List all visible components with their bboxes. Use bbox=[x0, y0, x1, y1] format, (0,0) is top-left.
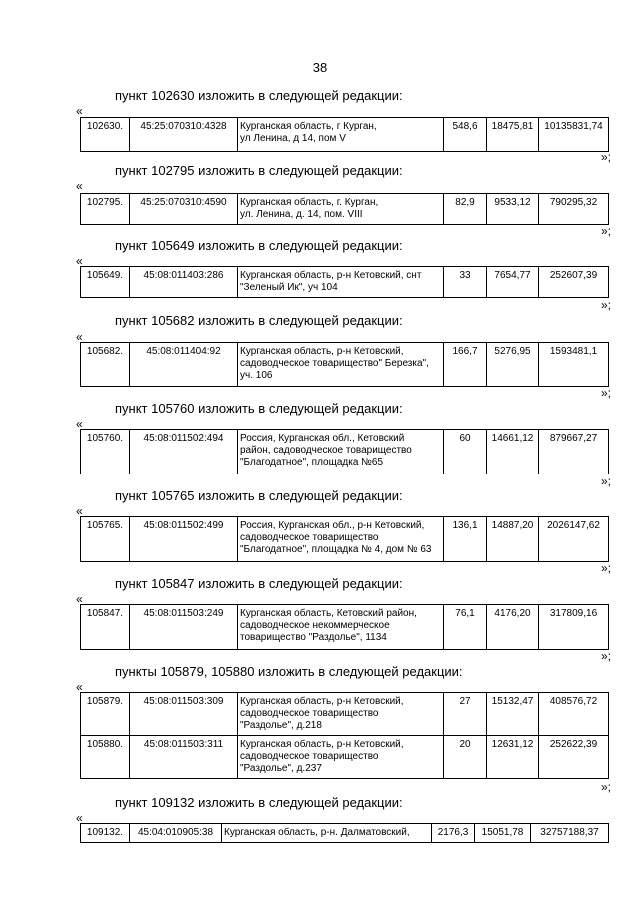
address-cell bbox=[238, 343, 444, 387]
cadastral-number: 45:25:070310:4590 bbox=[130, 194, 238, 225]
cadastral-number: 45:08:011502:494 bbox=[130, 430, 238, 474]
address-cell bbox=[222, 824, 432, 843]
address-line: ул Ленина, д 14, пом V bbox=[240, 133, 346, 144]
address-cell bbox=[238, 736, 444, 779]
address-line: Курганская область, р-н Кетовский, bbox=[240, 346, 404, 357]
address-cell bbox=[238, 267, 444, 298]
address-line: Курганская область, р-н Кетовский, bbox=[240, 739, 404, 750]
address-line: товарищество "Раздолье", 1134 bbox=[240, 632, 387, 643]
rate-cell: 14887,20 bbox=[487, 517, 539, 562]
value-cell: 317809,16 bbox=[539, 605, 609, 650]
item-number: 105760. bbox=[81, 430, 130, 474]
item-number: 105879. bbox=[81, 693, 130, 736]
close-quote: »; bbox=[600, 649, 611, 663]
address-cell bbox=[238, 194, 444, 225]
value-cell: 252607,39 bbox=[539, 267, 609, 298]
address-cell bbox=[238, 605, 444, 650]
item-number: 102795. bbox=[81, 194, 130, 225]
amendment-heading: пункт 105760 изложить в следующей редакции: bbox=[115, 401, 403, 416]
value-cell: 10135831,74 bbox=[539, 118, 609, 152]
area-cell: 82,9 bbox=[444, 194, 487, 225]
address-line: Россия, Курганская обл., Кетовский bbox=[240, 433, 405, 444]
item-number: 105765. bbox=[81, 517, 130, 562]
address-line: Курганская область, р-н Кетовский, снт bbox=[240, 270, 422, 281]
item-number: 105682. bbox=[81, 343, 130, 387]
table-row bbox=[81, 343, 609, 387]
open-quote: « bbox=[76, 504, 83, 518]
close-quote: »; bbox=[600, 298, 611, 312]
table-row bbox=[81, 736, 609, 779]
open-quote: « bbox=[76, 592, 83, 606]
rate-cell: 15051,78 bbox=[475, 824, 531, 843]
table-row bbox=[81, 267, 609, 298]
record-table bbox=[80, 117, 609, 152]
amendment-heading: пункт 105765 изложить в следующей редакции: bbox=[115, 488, 403, 503]
value-cell: 32757188,37 bbox=[531, 824, 609, 843]
area-cell: 76,1 bbox=[444, 605, 487, 650]
rate-cell: 5276,95 bbox=[487, 343, 539, 387]
cadastral-number: 45:08:011502:499 bbox=[130, 517, 238, 562]
amendment-heading: пункт 102795 изложить в следующей редакции: bbox=[115, 163, 403, 178]
value-cell: 790295,32 bbox=[539, 194, 609, 225]
record-table bbox=[80, 516, 609, 562]
item-number: 102630. bbox=[81, 118, 130, 152]
open-quote: « bbox=[76, 811, 83, 825]
address-line: садоводческое товарищество" Березка", bbox=[240, 358, 429, 369]
address-line: Курганская область, Кетовский район, bbox=[240, 608, 417, 619]
table-row bbox=[81, 517, 609, 562]
cadastral-number: 45:08:011404:92 bbox=[130, 343, 238, 387]
cadastral-number: 45:08:011403:286 bbox=[130, 267, 238, 298]
address-line: уч. 106 bbox=[240, 370, 273, 381]
cadastral-number: 45:04:010905:38 bbox=[130, 824, 222, 843]
area-cell: 60 bbox=[444, 430, 487, 474]
table-row bbox=[81, 118, 609, 152]
address-line: Курганская область, г Курган, bbox=[240, 121, 377, 132]
value-cell: 879667,27 bbox=[539, 430, 609, 474]
area-cell: 20 bbox=[444, 736, 487, 779]
record-table bbox=[80, 429, 609, 474]
table-row bbox=[81, 605, 609, 650]
address-line: "Раздолье", д.218 bbox=[240, 720, 322, 731]
area-cell: 166,7 bbox=[444, 343, 487, 387]
table-row bbox=[81, 194, 609, 225]
address-line: Курганская область, р-н. Далматовский, bbox=[224, 827, 410, 838]
rate-cell: 18475,81 bbox=[487, 118, 539, 152]
close-quote: »; bbox=[600, 474, 611, 488]
close-quote: »; bbox=[600, 150, 611, 164]
rate-cell: 7654,77 bbox=[487, 267, 539, 298]
cadastral-number: 45:08:011503:309 bbox=[130, 693, 238, 736]
amendment-heading: пункты 105879, 105880 изложить в следующей редакции: bbox=[115, 664, 463, 679]
item-number: 105847. bbox=[81, 605, 130, 650]
address-line: садоводческое товарищество bbox=[240, 708, 379, 719]
value-cell: 2026147,62 bbox=[539, 517, 609, 562]
amendment-heading: пункт 105847 изложить в следующей редакции: bbox=[115, 576, 403, 591]
amendment-heading: пункт 109132 изложить в следующей редакции: bbox=[115, 795, 403, 810]
value-cell: 408576,72 bbox=[539, 693, 609, 736]
record-table bbox=[80, 342, 609, 387]
address-line: Курганская область, р-н Кетовский, bbox=[240, 696, 404, 707]
open-quote: « bbox=[76, 254, 83, 268]
cadastral-number: 45:08:011503:249 bbox=[130, 605, 238, 650]
rate-cell: 9533,12 bbox=[487, 194, 539, 225]
record-table bbox=[80, 266, 609, 298]
amendment-heading: пункт 105682 изложить в следующей редакции: bbox=[115, 313, 403, 328]
address-line: "Благодатное", площадка №65 bbox=[240, 457, 384, 468]
address-line: "Раздолье", д.237 bbox=[240, 763, 322, 774]
address-line: Россия, Курганская обл., р-н Кетовский, bbox=[240, 520, 425, 531]
area-cell: 33 bbox=[444, 267, 487, 298]
rate-cell: 12631,12 bbox=[487, 736, 539, 779]
address-cell bbox=[238, 118, 444, 152]
record-table bbox=[80, 823, 609, 843]
address-line: ул. Ленина, д. 14, пом. VIII bbox=[240, 209, 363, 220]
record-table bbox=[80, 604, 609, 650]
cadastral-number: 45:25:070310:4328 bbox=[130, 118, 238, 152]
open-quote: « bbox=[76, 680, 83, 694]
page-number: 38 bbox=[312, 60, 328, 75]
table-row bbox=[81, 693, 609, 736]
address-line: "Зеленый Ик", уч 104 bbox=[240, 282, 338, 293]
record-table bbox=[80, 193, 609, 225]
address-cell bbox=[238, 517, 444, 562]
address-line: садоводческое товарищество bbox=[240, 751, 379, 762]
close-quote: »; bbox=[600, 224, 611, 238]
address-cell bbox=[238, 430, 444, 474]
open-quote: « bbox=[76, 104, 83, 118]
open-quote: « bbox=[76, 330, 83, 344]
area-cell: 136,1 bbox=[444, 517, 487, 562]
area-cell: 548,6 bbox=[444, 118, 487, 152]
rate-cell: 4176,20 bbox=[487, 605, 539, 650]
record-table bbox=[80, 692, 609, 779]
item-number: 105649. bbox=[81, 267, 130, 298]
open-quote: « bbox=[76, 179, 83, 193]
area-cell: 2176,3 bbox=[432, 824, 475, 843]
address-line: "Благодатное", площадка № 4, дом № 63 bbox=[240, 544, 432, 555]
table-row bbox=[81, 824, 609, 843]
area-cell: 27 bbox=[444, 693, 487, 736]
item-number: 105880. bbox=[81, 736, 130, 779]
item-number: 109132. bbox=[81, 824, 130, 843]
amendment-heading: пункт 105649 изложить в следующей редакции: bbox=[115, 238, 403, 253]
open-quote: « bbox=[76, 417, 83, 431]
close-quote: »; bbox=[600, 780, 611, 794]
address-line: район, садоводческое товарищество bbox=[240, 445, 412, 456]
close-quote: »; bbox=[600, 561, 611, 575]
address-line: садоводческое некоммерческое bbox=[240, 620, 390, 631]
address-line: Курганская область, г. Курган, bbox=[240, 197, 379, 208]
address-cell bbox=[238, 693, 444, 736]
amendment-heading: пункт 102630 изложить в следующей редакции: bbox=[115, 88, 403, 103]
value-cell: 252622,39 bbox=[539, 736, 609, 779]
close-quote: »; bbox=[600, 386, 611, 400]
rate-cell: 14661,12 bbox=[487, 430, 539, 474]
address-line: садоводческое товарищество bbox=[240, 532, 379, 543]
value-cell: 1593481,1 bbox=[539, 343, 609, 387]
cadastral-number: 45:08:011503:311 bbox=[130, 736, 238, 779]
table-row bbox=[81, 430, 609, 474]
rate-cell: 15132,47 bbox=[487, 693, 539, 736]
